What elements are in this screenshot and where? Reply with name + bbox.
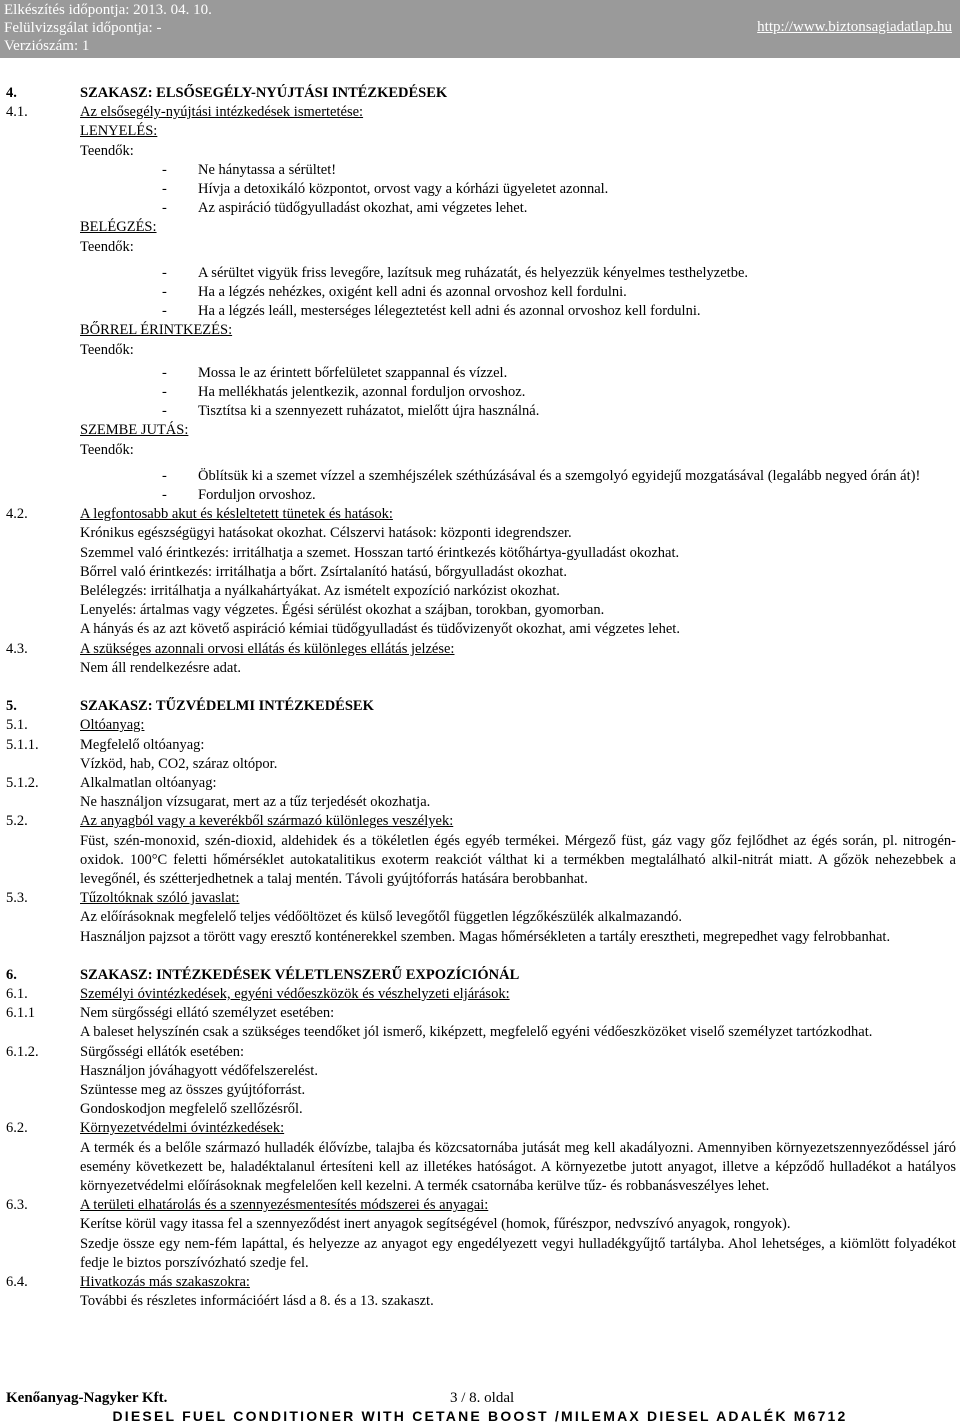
section-6-3-heading: 6.3. A területi elhatárolás és a szennyezésmentesítés módszerei és anyagai: [6,1197,489,1214]
list-item: - Ha a légzés leáll, mesterséges lélegeztetést kell adni és azonnal orvoshoz kell fordulni. [162,303,701,320]
list-item: - Öblítsük ki a szemet vízzel a szemhéjszélek széthúzásával és a szemgolyó egyidejű mozgatásával (legalább negyed órán át)! [162,467,921,484]
section-6-1-2-heading: 6.1.2. Sürgősségi ellátók esetében: [6,1043,245,1060]
section-4-2-heading: 4.2. A legfontosabb akut és késleltetett tünetek és hatások: [6,506,393,523]
unsuitable-media-text: Ne használjon vízsugarat, mert az a tűz terjedését okozhatja. [80,794,431,811]
section-5-2-heading: 5.2. Az anyagból vagy a keverékből származó különleges veszélyek: [6,813,454,830]
special-hazards-text: Füst, szén-monoxid, szén-dioxid, aldehidek és a tökéletlen égés egyéb termékei. Mérgező füst, gáz vagy gőz fejlődhet az égés során, pl. nitrogén-oxidok. 100°C feletti hőmérséklet autokatalitikus exoterm reakciót válthat ki a termékben megtalálható alkil-nitrát miatt. A gőzök nehezebbek a levegőnél, és szétterjedhetnek a talaj mentén. Távoli gyújtóforrás hatására berobbanhat. [80,832,956,887]
list-item: - Ne hánytassa a sérültet! [162,161,337,178]
section-6-1-heading: 6.1. Személyi óvintézkedések, egyéni védőeszközök és vészhelyzeti eljárások: [6,985,510,1002]
todo-label: Teendők: [80,341,134,358]
page-number: 3 / 8. oldal [450,1390,515,1406]
list-item: - Forduljon orvoshoz. [162,487,316,504]
skin-contact-block [0,321,960,359]
list-item: - Hívja a detoxikáló központot, orvost vagy a kórházi ügyeletet azonnal. [162,181,609,198]
document-body [0,84,960,1311]
ingestion-title: LENYELÉS: [80,123,158,140]
list-item: - Az aspiráció tüdőgyulladást okozhat, ami végzetes lehet. [162,200,528,217]
reference-text: További és részletes információért lásd a 8. és a 13. szakaszt. [80,1293,434,1310]
section-6-1-1-heading: 6.1.1 Nem sürgősségi ellátó személyzet esetében: [6,1005,335,1022]
ingestion-block [0,122,960,160]
emergency-responders-text: Használjon jóváhagyott védőfelszerelést. Szüntesse meg az összes gyújtóforrást. Gondoskodjon megfelelő szellőzésről. [80,1062,318,1118]
section-6-2-heading: 6.2. Környezetvédelmi óvintézkedések: [6,1120,285,1137]
todo-label: Teendők: [80,441,134,458]
eye-contact-title: SZEMBE JUTÁS: [80,422,189,439]
environmental-precautions-text: A termék és a belőle származó hulladék élővízbe, talajba és közcsatornába jutását meg kell akadályozni. Amennyiben környezetszennyeződéssel járó esemény következett be, haladéktalanul értesíteni kell az illetékes hatóságot. A környezetbe jutott anyagot, illetve a képződő hulladékot a hatályos környezetvédelmi előírásoknak megfelelően kell kezelni. A termék csatornába kerülve tűz- és robbanásveszélyes lehet. [80,1139,956,1194]
list-item: - Mossa le az érintett bőrfelületet szappannal és vízzel. [162,364,508,381]
section-5-1-heading: 5.1. Oltóanyag: [6,717,145,734]
section-5-1-1-heading: 5.1.1. Megfelelő oltóanyag: [6,736,205,753]
section-6-heading: 6. SZAKASZ: INTÉZKEDÉSEK VÉLETLENSZERŰ EXPOZÍCIÓNÁL [6,966,520,983]
prepared-date: Elkészítés időpontja: 2013. 04. 10. [4,2,212,18]
website-link[interactable]: http://www.biztonsagiadatlap.hu [757,19,952,35]
list-item: - Tisztítsa ki a szennyezett ruházatot, mielőtt újra használná. [162,403,540,420]
eye-contact-block [0,421,960,459]
document-header [0,0,960,58]
skin-contact-title: BŐRREL ÉRINTKEZÉS: [80,322,233,339]
list-item: - A sérültet vigyük friss levegőre, lazítsuk meg ruházatát, és helyezzük kényelmes testhelyzetbe. [162,264,749,281]
section-4-3-heading: 4.3. A szükséges azonnali orvosi ellátás és különleges ellátás jelzése: [6,640,455,657]
suitable-media-text: Vízköd, hab, CO2, száraz oltópor. [80,755,278,772]
section-5-1-2-heading: 5.1.2. Alkalmatlan oltóanyag: [6,774,217,791]
footer-company: Kenőanyag-Nagyker Kft. 3 / 8. oldal [6,1390,515,1406]
version-number: Verziószám: 1 [4,38,90,54]
firefighter-advice-text: Az előírásoknak megfelelő teljes védőöltözet és külső levegőtől független légzőkészülék alkalmazandó. Használjon pajzsot a törött vagy eresztő konténerekkel szemben. Magas hőmérsékleten a tartály eresztheti, megrepedhet vagy felrobbanhat. [80,909,891,945]
review-date: Felülvizsgálat időpontja: - [4,20,162,36]
section-5-heading: 5. SZAKASZ: TŰZVÉDELMI INTÉZKEDÉSEK [6,698,374,715]
inhalation-block [0,218,960,256]
inhalation-title: BELÉGZÉS: [80,219,157,236]
list-item: - Ha a légzés nehézkes, oxigént kell adni és azonnal orvoshoz kell fordulni. [162,284,627,301]
todo-label: Teendők: [80,142,134,159]
section-5-3-heading: 5.3. Tűzoltóknak szóló javaslat: [6,890,240,907]
section-6-4-heading: 6.4. Hivatkozás más szakaszokra: [6,1273,250,1290]
footer-product-name: DIESEL FUEL CONDITIONER WITH CETANE BOOST /MILEMAX DIESEL ADALÉK M6712 [112,1408,848,1424]
section-4-heading: 4. SZAKASZ: ELSŐSEGÉLY-NYÚJTÁSI INTÉZKEDÉSEK [6,85,448,101]
non-emergency-text: A baleset helyszínén csak a szükséges teendőket jól ismerő, kiképzett, megfelelő egyéni védőeszközöket viselő személyzet tartózkodhat. [80,1024,873,1041]
symptoms-text: Krónikus egészségügyi hatásokat okozhat. Célszervi hatások: központi idegrendszer. Szemmel való érintkezés: irritálhatja a szemet. Hosszan tartó érintkezés kötőhártya-gyulladást okozhat. Bőrrel való érintkezés: irritálhatja a bőrt. Zsírtalanító hatású, bőrgyulladást okozhat. Belélegzés: irritálhatja a nyálkahártyákat. Az ismételt expozíció narkózist okozhat. Lenyelés: ártalmas vagy végzetes. Égési sérülést okozhat a szájban, torokban, gyomorban. A hányás és az azt követő aspiráció kémiai tüdőgyulladást és tüdővizenyőt okozhat, ami végzetes lehet. [80,525,680,638]
todo-label: Teendők: [80,238,134,255]
containment-text: Kerítse körül vagy itassa fel a szennyeződést inert anyagok segítségével (homok, fűrészpor, nedvszívó anyagok, rongyok). Szedje össze egy nem-fém lapáttal, és helyezze az anyagot egy engedélyezett vegyi hulladékgyűjtő tartályba. Ahol lehetséges, a kiömlött folyadékot fedje le biztos porszívózható szedje fel. [80,1216,956,1271]
medical-care-text: Nem áll rendelkezésre adat. [80,659,242,676]
section-4-1-heading: 4.1. Az elsősegély-nyújtási intézkedések ismertetése: [6,104,364,121]
list-item: - Ha mellékhatás jelentkezik, azonnal forduljon orvoshoz. [162,384,526,401]
